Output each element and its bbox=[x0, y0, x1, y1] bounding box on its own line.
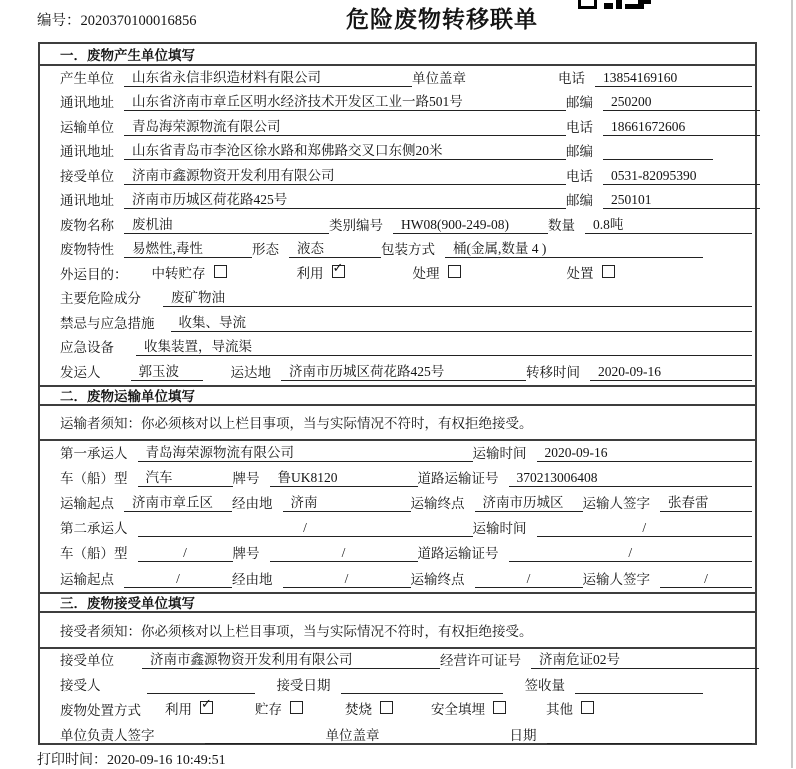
field-value bbox=[575, 677, 703, 694]
checkbox-label: 贮存 bbox=[255, 701, 282, 717]
field-value: 0.8吨 bbox=[585, 216, 752, 234]
field-label: 运输起点 bbox=[60, 496, 114, 512]
field-label: 车（船）型 bbox=[60, 546, 128, 562]
field-value: 2020-09-16 bbox=[537, 444, 753, 462]
field-value: 济南市鑫源物资开发利用有限公司 bbox=[142, 651, 440, 669]
field-value: 济南市鑫源物资开发利用有限公司 bbox=[124, 167, 566, 185]
field-label: 牌号 bbox=[232, 470, 260, 486]
field-value: 张春雷 bbox=[660, 494, 752, 512]
form-row bbox=[40, 698, 755, 723]
field-label: 主要危险成分 bbox=[60, 291, 141, 306]
field-value: 济南市历城区荷花路425号 bbox=[124, 191, 566, 209]
form-row bbox=[40, 140, 755, 165]
field-value: / bbox=[475, 570, 583, 588]
field-value bbox=[603, 143, 713, 160]
field-label: 废物特性 bbox=[60, 242, 114, 257]
field-value: 青岛海荣源物流有限公司 bbox=[138, 444, 473, 462]
field-value bbox=[205, 727, 310, 744]
field-label: 产生单位 bbox=[60, 70, 114, 86]
field-value: HW08(900-249-08) bbox=[393, 216, 548, 234]
field-label: 接受单位 bbox=[60, 653, 114, 669]
form-row bbox=[40, 164, 755, 189]
field-label: 经由地 bbox=[232, 496, 273, 512]
field-value: 济南 bbox=[283, 494, 411, 512]
checkbox-unchecked-icon bbox=[581, 701, 594, 714]
checkbox-option bbox=[152, 262, 227, 282]
field-value: 郭玉波 bbox=[131, 363, 203, 381]
field-label: 转移时间 bbox=[526, 364, 580, 380]
field-value bbox=[341, 677, 503, 694]
serial-label: 编号： bbox=[37, 13, 81, 29]
field-label: 运输终点 bbox=[410, 496, 465, 512]
field-value: 汽车 bbox=[138, 469, 233, 487]
checkbox-option bbox=[546, 698, 594, 718]
field-value: 250200 bbox=[603, 93, 760, 111]
field-label: 应急设备 bbox=[60, 340, 114, 355]
field-label: 电话 bbox=[558, 70, 585, 86]
form-row bbox=[40, 491, 755, 516]
field-label: 发运人 bbox=[60, 364, 101, 380]
field-label: 道路运输证号 bbox=[417, 470, 499, 486]
form-row bbox=[40, 336, 755, 361]
field-value: / bbox=[124, 570, 232, 588]
checkbox-unchecked-icon bbox=[493, 701, 506, 714]
field-label: 包装方式 bbox=[381, 242, 435, 257]
form-row bbox=[40, 541, 755, 566]
form-row bbox=[40, 673, 755, 698]
field-label: 邮编 bbox=[566, 193, 593, 208]
field-value: / bbox=[537, 519, 753, 537]
checkbox-label: 处理 bbox=[412, 265, 440, 281]
checkbox-unchecked-icon bbox=[290, 701, 303, 714]
checkbox-checked-icon bbox=[332, 261, 345, 278]
checkbox-option bbox=[431, 698, 506, 718]
checkbox-label: 焚烧 bbox=[345, 701, 372, 717]
form-row bbox=[40, 115, 755, 140]
field-label: 单位盖章 bbox=[412, 70, 466, 86]
check-mark-icon: ✓ bbox=[332, 261, 344, 276]
checkbox-unchecked-icon bbox=[380, 701, 393, 714]
field-label: 电话 bbox=[566, 168, 593, 184]
print-time bbox=[37, 749, 226, 769]
field-label: 类别编号 bbox=[329, 217, 383, 233]
field-label: 单位负责人签字 bbox=[60, 727, 155, 743]
form-row bbox=[40, 516, 755, 541]
field-value: 济南市章丘区 bbox=[124, 494, 232, 512]
field-label: 日期 bbox=[509, 727, 537, 743]
field-label: 经由地 bbox=[232, 571, 273, 587]
field-value: 废矿物油 bbox=[163, 289, 752, 307]
form-row bbox=[40, 441, 755, 466]
field-label: 运输单位 bbox=[60, 119, 114, 135]
section-header: 二．废物运输单位填写 bbox=[40, 385, 755, 406]
print-time-label: 打印时间： bbox=[37, 753, 107, 768]
field-label: 运输时间 bbox=[472, 445, 527, 461]
field-label: 单位盖章 bbox=[325, 727, 380, 743]
field-label: 车（船）型 bbox=[60, 470, 128, 486]
field-value: 桶(金属,数量 4 ) bbox=[445, 240, 703, 258]
field-label: 运输终点 bbox=[410, 571, 465, 587]
check-mark-icon: ✓ bbox=[201, 697, 212, 713]
form-row bbox=[40, 649, 755, 674]
field-label: 运输起点 bbox=[60, 571, 114, 587]
form-row bbox=[40, 723, 755, 748]
field-value: 18661672606 bbox=[603, 118, 760, 136]
field-label: 经营许可证号 bbox=[440, 653, 521, 669]
field-value: / bbox=[660, 570, 752, 588]
field-label: 废物处置方式 bbox=[60, 702, 141, 718]
qr-code-icon bbox=[578, 0, 654, 9]
field-label: 运输人签字 bbox=[582, 571, 650, 587]
checkbox-option bbox=[255, 698, 303, 718]
field-value bbox=[547, 727, 753, 744]
checkbox-label: 处置 bbox=[566, 265, 594, 281]
form-row bbox=[40, 311, 755, 336]
field-value: 山东省青岛市李沧区徐水路和郑佛路交叉口东侧20米 bbox=[124, 142, 566, 160]
field-value: / bbox=[138, 544, 233, 562]
field-label: 通讯地址 bbox=[60, 193, 114, 208]
field-label: 道路运输证号 bbox=[417, 546, 499, 562]
field-value: 山东省永信非织造材料有限公司 bbox=[124, 69, 412, 87]
field-value: / bbox=[270, 544, 418, 562]
field-label: 废物名称 bbox=[60, 217, 114, 233]
checkbox-option bbox=[297, 262, 345, 282]
field-value: 收集装置，导流渠 bbox=[136, 338, 752, 356]
field-label: 通讯地址 bbox=[60, 95, 114, 110]
field-label: 运达地 bbox=[230, 364, 271, 380]
page-title: 危险废物转移联单 bbox=[346, 7, 538, 32]
field-label: 接受人 bbox=[60, 678, 101, 694]
form-row bbox=[40, 238, 755, 263]
checkbox-option bbox=[165, 698, 213, 718]
field-value bbox=[147, 677, 255, 694]
field-label: 接受日期 bbox=[276, 678, 331, 694]
field-label: 签收量 bbox=[524, 678, 565, 694]
form-row bbox=[40, 189, 755, 214]
field-value: 250101 bbox=[603, 191, 760, 209]
checkbox-label: 安全填埋 bbox=[431, 701, 485, 717]
field-label: 第二承运人 bbox=[60, 521, 128, 537]
field-label: 牌号 bbox=[232, 546, 260, 562]
field-value: 2020-09-16 bbox=[590, 363, 752, 381]
form-row bbox=[40, 287, 755, 312]
field-value: 370213006408 bbox=[509, 469, 753, 487]
field-value: 济南市历城区荷花路425号 bbox=[281, 363, 526, 381]
form-row bbox=[40, 466, 755, 491]
form-row bbox=[40, 213, 755, 238]
field-value: 鲁UK8120 bbox=[270, 469, 418, 487]
checkbox-unchecked-icon bbox=[602, 265, 615, 278]
field-label: 形态 bbox=[252, 242, 279, 257]
form-row bbox=[40, 360, 755, 385]
checkbox-option bbox=[345, 698, 393, 718]
field-value: / bbox=[283, 570, 411, 588]
field-value: / bbox=[509, 544, 753, 562]
field-value: 济南市历城区 bbox=[475, 494, 583, 512]
checkbox-option bbox=[567, 262, 615, 282]
field-label: 邮编 bbox=[566, 144, 593, 159]
print-time-value: 2020-09-16 10:49:51 bbox=[107, 753, 226, 768]
field-value: 青岛海荣源物流有限公司 bbox=[124, 118, 566, 136]
field-label: 运输时间 bbox=[472, 521, 527, 537]
form-row bbox=[40, 262, 755, 287]
form-table bbox=[38, 42, 757, 745]
field-value: 易燃性,毒性 bbox=[124, 240, 252, 258]
field-value: / bbox=[138, 519, 473, 537]
field-label: 外运目的： bbox=[60, 266, 128, 282]
field-value: 收集、导流 bbox=[171, 314, 753, 332]
field-label: 数量 bbox=[548, 217, 575, 233]
checkbox-option bbox=[413, 262, 461, 282]
field-value: 0531-82095390 bbox=[603, 167, 760, 185]
field-label: 通讯地址 bbox=[60, 144, 114, 159]
field-label: 禁忌与应急措施 bbox=[60, 315, 155, 331]
checkbox-label: 中转贮存 bbox=[151, 265, 206, 281]
checkbox-label: 利用 bbox=[165, 701, 192, 717]
page-edge-line bbox=[791, 0, 793, 768]
form-row bbox=[40, 91, 755, 116]
serial-value: 2020370100016856 bbox=[80, 13, 197, 29]
section-header: 一．废物产生单位填写 bbox=[40, 44, 755, 66]
form-row bbox=[40, 566, 755, 591]
field-label: 接受单位 bbox=[60, 168, 114, 184]
field-value: 液态 bbox=[289, 240, 381, 258]
form-row bbox=[40, 66, 755, 91]
field-value: 废机油 bbox=[124, 216, 329, 234]
field-value: 13854169160 bbox=[595, 69, 752, 87]
field-label: 电话 bbox=[566, 119, 593, 135]
field-value: 济南危证02号 bbox=[531, 651, 759, 669]
field-label: 运输人签字 bbox=[582, 496, 650, 512]
notice-text: 接受者须知：你必须核对以上栏目事项，当与实际情况不符时，有权拒绝接受。 bbox=[40, 613, 755, 649]
checkbox-unchecked-icon bbox=[448, 265, 461, 278]
field-value: 山东省济南市章丘区明水经济技术开发区工业一路501号 bbox=[124, 93, 566, 111]
field-label: 邮编 bbox=[566, 95, 593, 110]
checkbox-label: 其他 bbox=[546, 701, 573, 717]
checkbox-checked-icon bbox=[200, 697, 213, 714]
section-header: 三．废物接受单位填写 bbox=[40, 592, 755, 613]
field-label: 第一承运人 bbox=[60, 445, 128, 461]
checkbox-unchecked-icon bbox=[214, 265, 227, 278]
checkbox-label: 利用 bbox=[296, 265, 324, 281]
notice-text: 运输者须知：你必须核对以上栏目事项，当与实际情况不符时，有权拒绝接受。 bbox=[40, 406, 755, 441]
